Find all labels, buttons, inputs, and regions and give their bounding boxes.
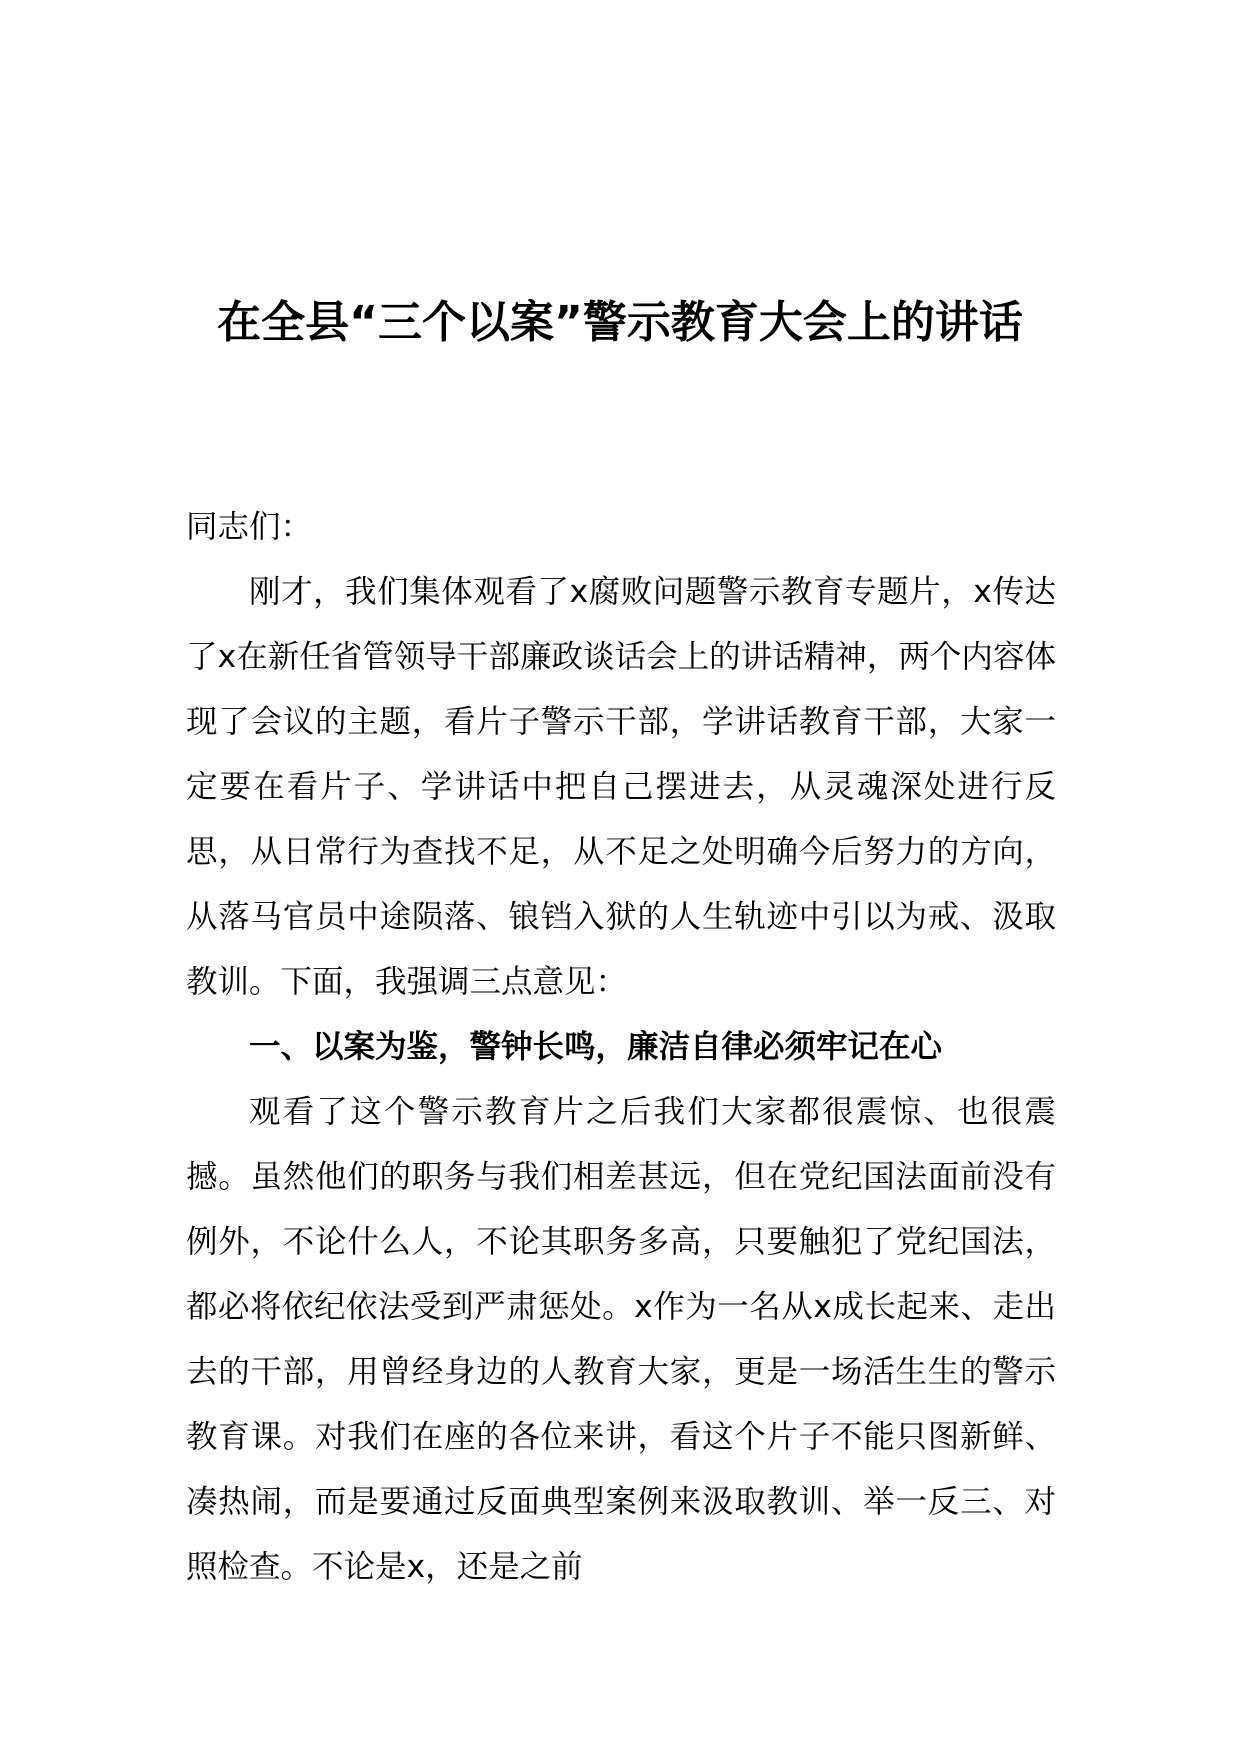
salutation: 同志们： [186, 509, 313, 545]
document-body [186, 495, 1056, 1600]
section-heading: 一、以案为鉴，警钟长鸣，廉洁自律必须牢记在心 [249, 1029, 943, 1065]
body-paragraph: 刚才，我们集体观看了x腐败问题警示教育专题片，x传达了x在新任省管领导干部廉政谈话会上的讲话精神，两个内容体现了会议的主题，看片子警示干部，学讲话教育干部，大家一定要在看片子、学讲话中把自己摆进去，从灵魂深处进行反思，从日常行为查找不足，从不足之处明确今后努力的方向，从落马官员中途陨落、锒铛入狱的人生轨迹中引以为戒、汲取教训。下面，我强调三点意见： [186, 574, 1056, 1000]
document-title: 在全县“三个以案”警示教育大会上的讲话 [217, 297, 1023, 348]
body-paragraph: 观看了这个警示教育片之后我们大家都很震惊、也很震撼。虽然他们的职务与我们相差甚远，但在党纪国法面前没有例外，不论什么人，不论其职务多高，只要触犯了党纪国法，都必将依纪依法受到严肃惩处。x作为一名从x成长起来、走出去的干部，用曾经身边的人教育大家，更是一场活生生的警示教育课。对我们在座的各位来讲，看这个片子不能只图新鲜、凑热闹，而是要通过反面典型案例来汲取教训、举一反三、对照检查。不论是x，还是之前 [186, 1094, 1056, 1585]
